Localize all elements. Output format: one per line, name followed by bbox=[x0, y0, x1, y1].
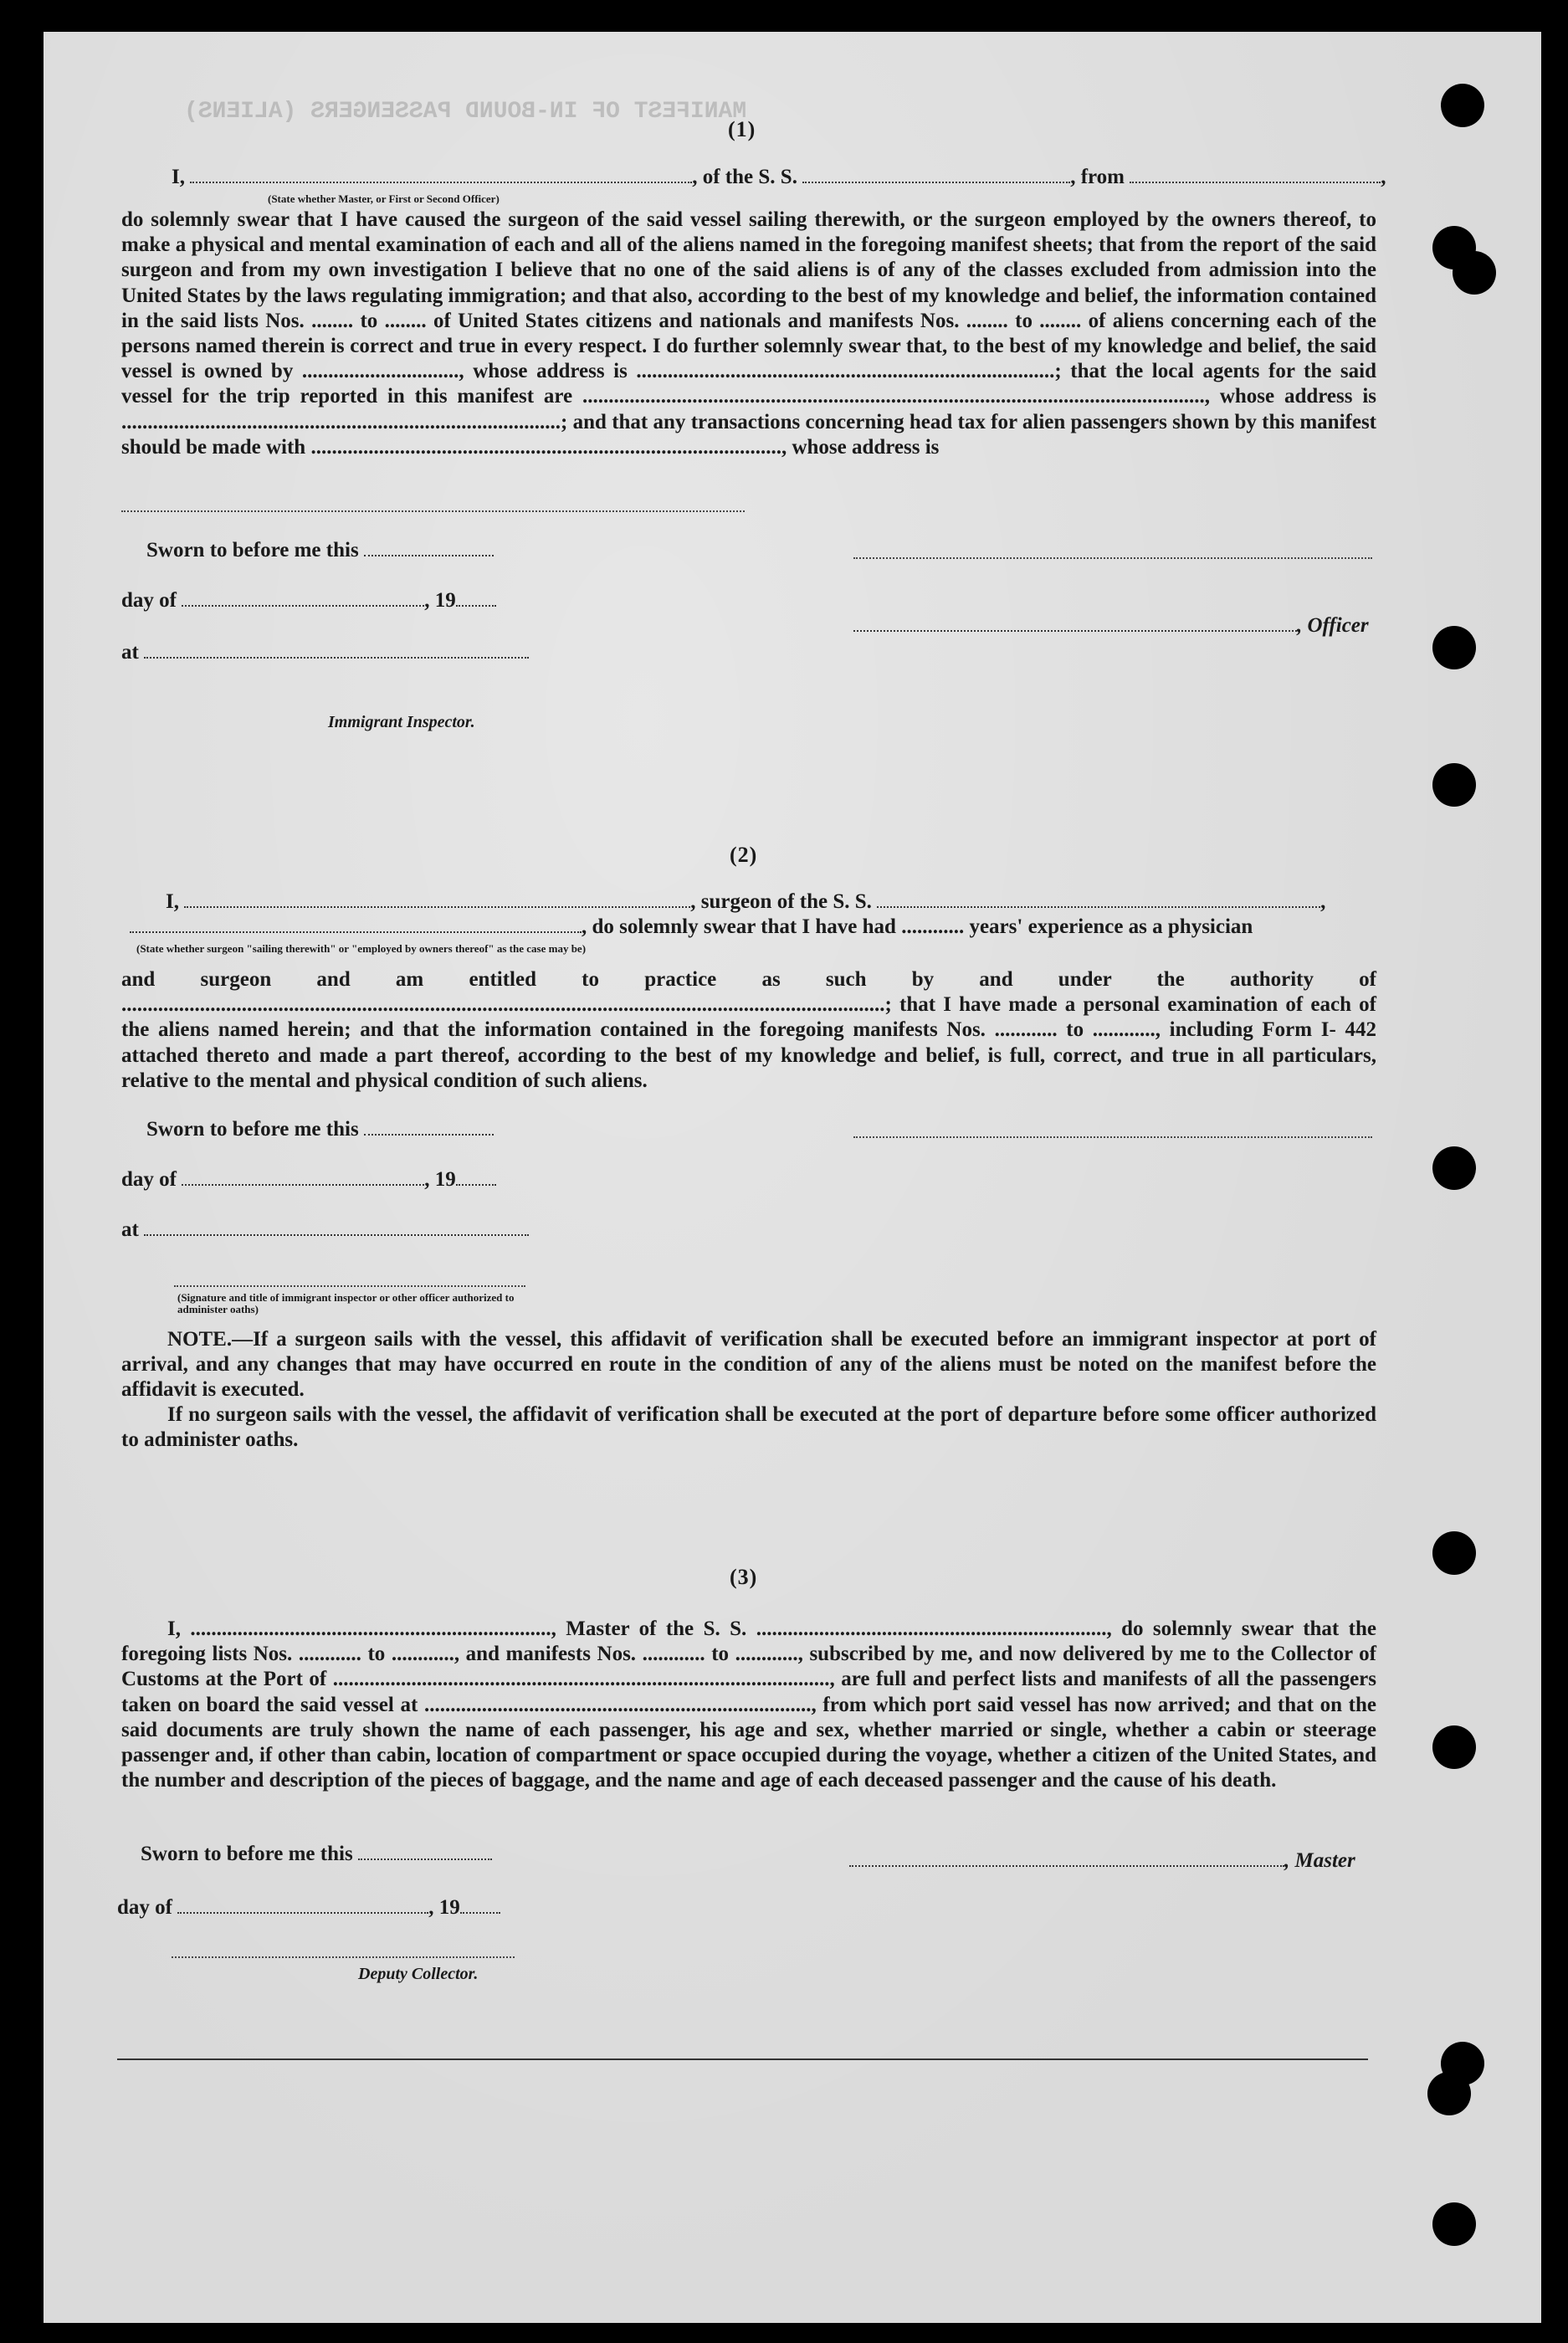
surgeon-status-field[interactable] bbox=[130, 916, 582, 933]
section-3-oath-text: I, ....................................................................., Master of the S. S. ..................................................................., do solemnly swear that the foregoing lists Nos. ............ to ............, and manifests Nos. ............ to ............, subscribed by me, and now delivered by me to the Collector of Customs at the Port of ..............................................................................................., are full and perfect lists and manifests of all the passengers taken on board the said vessel at .........................................................................., from which port said vessel has now arrived; and that on the said documents are truly shown the name of each passenger, his age and sex, whether married or single, whether a cabin or steerage passenger and, if other than cabin, location of compartment or space occupied during the voyage, whether a citizen of the United States, and the number and description of the pieces of baggage, and the name and age of each deceased passenger and the cause of his death. bbox=[121, 1618, 1376, 1792]
sworn-line-1 bbox=[146, 539, 494, 562]
officer-signature-line[interactable] bbox=[853, 557, 1372, 559]
label-of-ss: , of the S. S. bbox=[692, 166, 797, 188]
bleed-through-header: MANIFEST OF IN-BOUND PASSENGERS (ALIENS) bbox=[184, 99, 747, 125]
officer-note: (State whether Master, or First or Second Officer) bbox=[268, 192, 500, 205]
inspector-signature-line[interactable] bbox=[174, 1285, 525, 1287]
label-i: I, bbox=[172, 166, 185, 188]
section-1-oath-text: do solemnly swear that I have caused the surgeon of the said vessel sailing therewith, or the surgeon employed by the owners thereof, to make a physical and mental examination of each and all of the aliens named in the foregoing manifest sheets; that from the report of the said surgeon and from my own investigation I believe that no one of the said aliens is of any of the classes excluded from admission into the United States by the laws regulating immigration; and that also, according to the best of my knowledge and belief, the information contained in the said lists Nos. ........ to ........ of United States citizens and nationals and manifests Nos. ........ to ........ of aliens concerning each of the persons named therein is correct and true in every respect. I do further solemnly swear that, to the best of my knowledge and belief, the said vessel is owned by .............................., whose address is ................................................................................; that the local agents for the said vessel for the trip reported in this manifest are ......................................................................................................................., whose address is ....................................................................................; and that any transactions concerning head tax for alien passengers shown by this manifest should be made with .........................................................................................., whose address is bbox=[121, 208, 1376, 459]
label-i: I, bbox=[166, 890, 179, 913]
label-surgeon-of-ss: , surgeon of the S. S. bbox=[690, 890, 872, 913]
section-1-number: (1) bbox=[728, 117, 756, 141]
at-field[interactable] bbox=[144, 642, 529, 659]
master-signature-field[interactable] bbox=[849, 1850, 1284, 1867]
section-2-oath-text: and surgeon and am entitled to practice as such by and under the authority of ..................................................................................................................................................; that I have made a personal examination of each of the aliens named herein; and that the information contained in the foregoing manifests Nos. ............ to ............, including Form I- 442 attached thereto and made a part thereof, according to the best of my knowledge and belief, is full, correct, and true in all particulars, relative to the mental and physical condition of such aliens. bbox=[121, 968, 1376, 1092]
punch-hole bbox=[1432, 1725, 1476, 1769]
punch-hole bbox=[1432, 1531, 1476, 1575]
sworn-label: Sworn to before me this bbox=[146, 1118, 359, 1141]
signature-note: (Signature and title of immigrant inspector or other officer authorized to administer oaths) bbox=[177, 1291, 515, 1315]
surgeon-signature-line[interactable] bbox=[853, 1136, 1372, 1138]
master-label: , Master bbox=[1284, 1849, 1355, 1872]
at-label: at bbox=[121, 641, 139, 664]
punch-hole bbox=[1432, 626, 1476, 669]
section-2-number: (2) bbox=[730, 843, 758, 867]
punch-hole bbox=[1441, 84, 1484, 127]
punch-hole bbox=[1427, 2072, 1471, 2115]
day-of-line-2 bbox=[121, 1168, 496, 1192]
deputy-collector-label: Deputy Collector. bbox=[358, 1965, 479, 1983]
sworn-date-field[interactable] bbox=[364, 1119, 494, 1136]
punch-hole bbox=[1432, 2202, 1476, 2246]
collector-signature-line[interactable] bbox=[172, 1956, 515, 1958]
label-from: , from bbox=[1070, 166, 1125, 188]
at-line-1 bbox=[121, 641, 529, 664]
sworn-date-field[interactable] bbox=[364, 540, 494, 556]
signature-line[interactable] bbox=[121, 510, 745, 512]
sworn-line-2 bbox=[146, 1118, 494, 1141]
immigrant-inspector-label: Immigrant Inspector. bbox=[328, 713, 475, 731]
section-2-note: NOTE.—If a surgeon sails with the vessel, this affidavit of verification shall be executed before an immigrant inspector at port of arrival, and any changes that may have occurred en route in the condition of any of the aliens must be noted on the manifest before the affidavit is executed. bbox=[121, 1328, 1376, 1402]
year-label: , 19 bbox=[424, 1168, 456, 1191]
year-field[interactable] bbox=[456, 590, 496, 607]
day-of-field[interactable] bbox=[182, 1169, 424, 1186]
section-1-officer-line bbox=[172, 166, 1386, 189]
sworn-label: Sworn to before me this bbox=[146, 539, 359, 561]
year-field[interactable] bbox=[460, 1897, 500, 1914]
origin-port-field[interactable] bbox=[1130, 167, 1381, 183]
punch-hole bbox=[1432, 1146, 1476, 1190]
master-signature-line bbox=[849, 1849, 1355, 1873]
surgeon-note: (State whether surgeon "sailing therewith" or "employed by owners thereof" as the case may be) bbox=[136, 942, 587, 955]
at-label: at bbox=[121, 1218, 139, 1241]
bottom-rule bbox=[117, 2058, 1368, 2060]
surgeon-name-field[interactable] bbox=[184, 891, 690, 908]
day-of-field[interactable] bbox=[182, 590, 424, 607]
day-of-label: day of bbox=[121, 589, 177, 612]
year-label: , 19 bbox=[428, 1896, 460, 1919]
punch-hole bbox=[1432, 763, 1476, 807]
at-line-2 bbox=[121, 1218, 529, 1242]
section-2-experience-line bbox=[130, 915, 1253, 939]
sworn-line-3 bbox=[141, 1843, 492, 1866]
officer-name-field[interactable] bbox=[190, 167, 692, 183]
surgeon-vessel-field[interactable] bbox=[877, 891, 1320, 908]
at-field[interactable] bbox=[144, 1219, 529, 1236]
line-end-comma: , bbox=[1381, 166, 1386, 188]
day-of-line-1 bbox=[121, 589, 496, 613]
section-2-surgeon-line bbox=[166, 890, 1325, 914]
vessel-name-field[interactable] bbox=[802, 167, 1070, 183]
officer-title-line bbox=[853, 614, 1369, 638]
day-of-line-3 bbox=[117, 1896, 500, 1920]
sworn-date-field[interactable] bbox=[358, 1843, 492, 1860]
year-field[interactable] bbox=[456, 1169, 496, 1186]
punch-hole bbox=[1453, 251, 1496, 295]
sworn-label: Sworn to before me this bbox=[141, 1843, 353, 1865]
experience-text: , do solemnly swear that I have had ............ years' experience as a physician bbox=[582, 915, 1253, 938]
day-of-field[interactable] bbox=[177, 1897, 428, 1914]
line-end-comma: , bbox=[1320, 890, 1326, 913]
day-of-label: day of bbox=[121, 1168, 177, 1191]
section-3-number: (3) bbox=[730, 1565, 758, 1589]
section-2-note-2: If no surgeon sails with the vessel, the affidavit of verification shall be executed at the port of departure before some officer authorized to administer oaths. bbox=[121, 1403, 1376, 1452]
day-of-label: day of bbox=[117, 1896, 172, 1919]
year-label: , 19 bbox=[424, 589, 456, 612]
officer-label: , Officer bbox=[1297, 614, 1369, 637]
officer-title-field[interactable] bbox=[853, 615, 1297, 632]
